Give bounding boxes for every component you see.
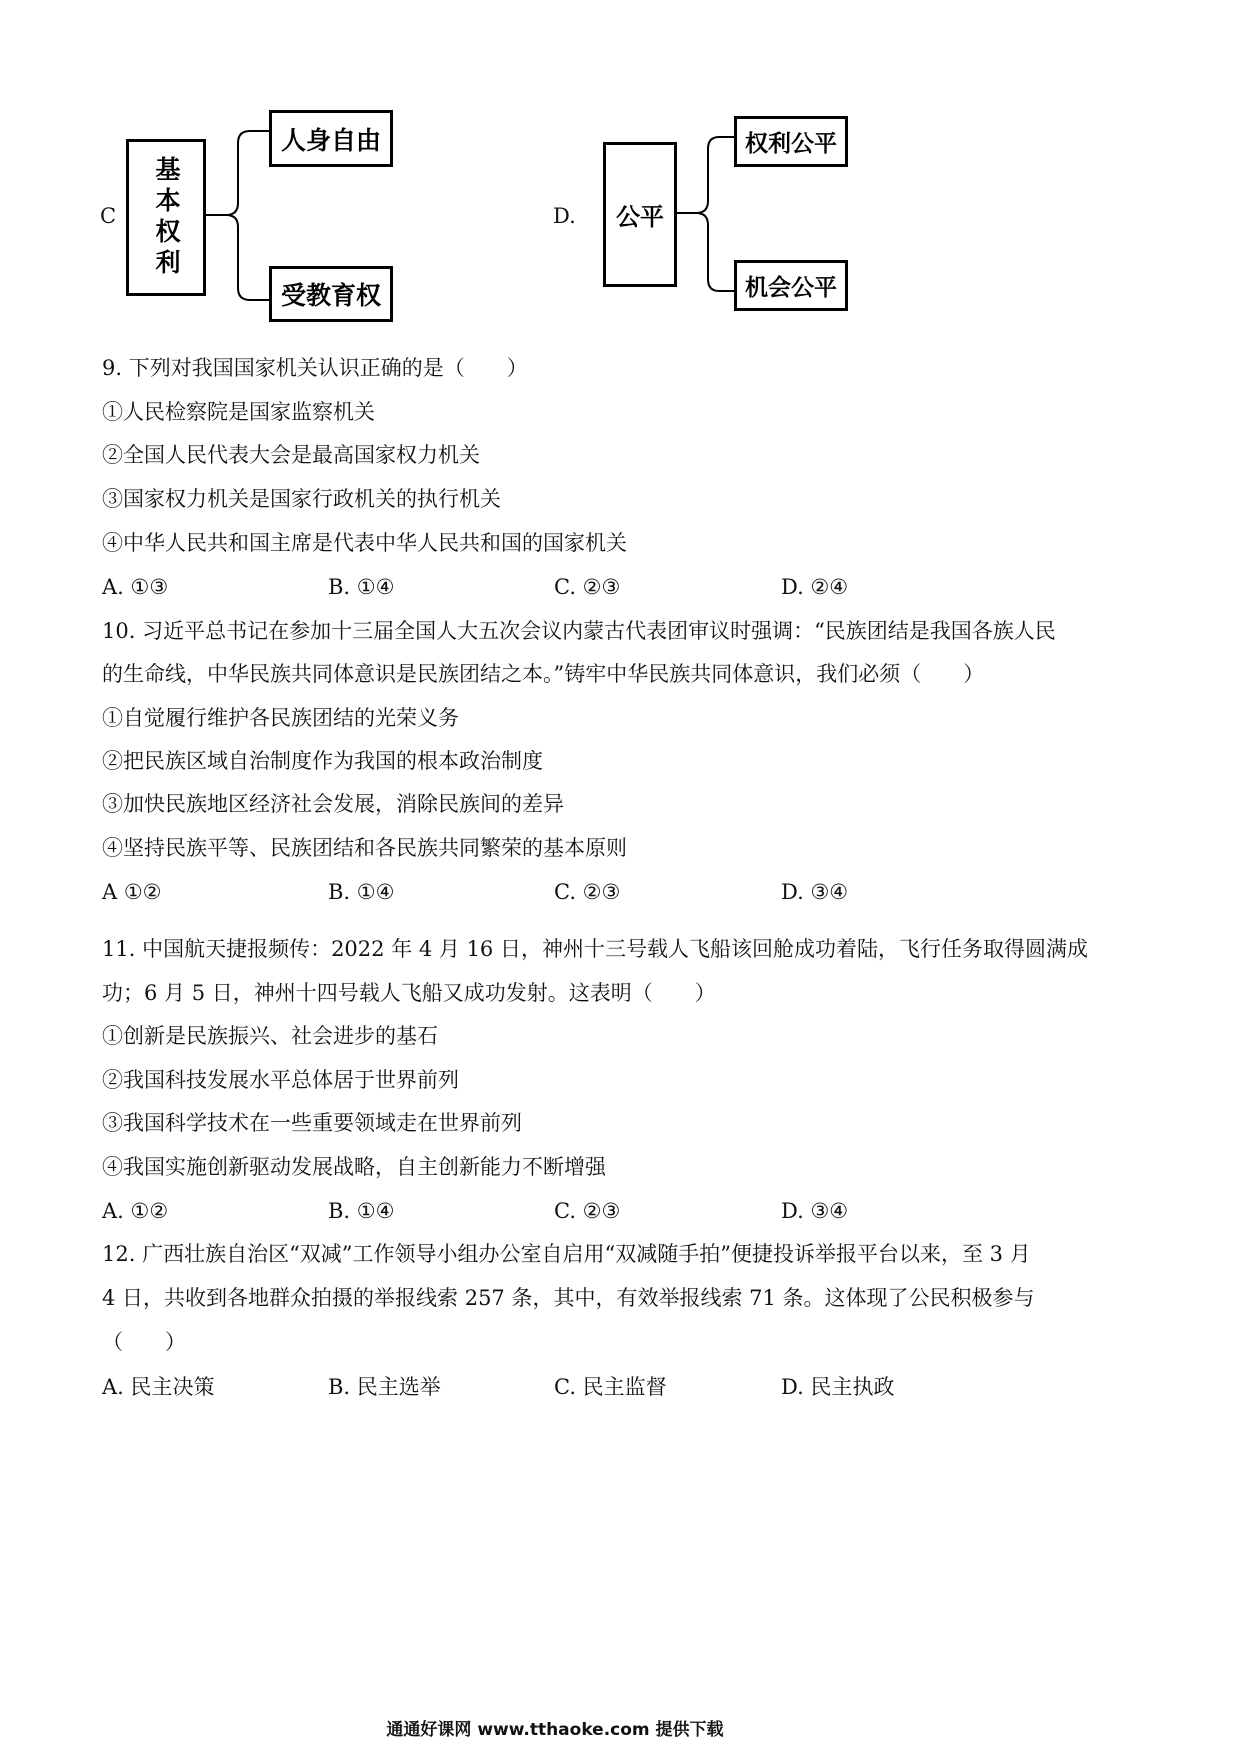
question-stem: 功；6 月 5 日，神州十四号载人飞船又成功发射。这表明（ ）: [102, 981, 716, 1005]
diagram-d-root: 公平: [603, 142, 677, 287]
option-label-d: D.: [553, 204, 576, 228]
statement: ④我国实施创新驱动发展战略，自主创新能力不断增强: [102, 1155, 606, 1179]
statement: ④中华人民共和国主席是代表中华人民共和国的国家机关: [102, 531, 627, 555]
diagram-d-child-1: 权利公平: [734, 116, 848, 167]
choice-c: C. ②③: [554, 1199, 621, 1223]
choice-d: D. 民主执政: [781, 1375, 895, 1399]
diagram-d-child-2: 机会公平: [734, 260, 848, 311]
statement: ①创新是民族振兴、社会进步的基石: [102, 1024, 438, 1048]
statement: ①自觉履行维护各民族团结的光荣义务: [102, 706, 459, 730]
choice-a: A. 民主决策: [102, 1375, 215, 1399]
choice-b: B. ①④: [328, 575, 395, 599]
statement: ①人民检察院是国家监察机关: [102, 400, 375, 424]
choice-d: D. ③④: [781, 1199, 849, 1223]
question-stem: 9. 下列对我国国家机关认识正确的是（ ）: [102, 356, 528, 380]
page-footer: 通通好课网 www.tthaoke.com 提供下载: [386, 1720, 724, 1740]
statement: ②我国科技发展水平总体居于世界前列: [102, 1068, 459, 1092]
diagram-c-child-2: 受教育权: [269, 266, 393, 322]
choice-c: C. 民主监督: [554, 1375, 667, 1399]
statement: ②全国人民代表大会是最高国家权力机关: [102, 443, 480, 467]
choice-d: D. ②④: [781, 575, 849, 599]
option-label-c: C: [100, 204, 117, 228]
brace-d: [677, 137, 734, 291]
question-stem: 的生命线，中华民族共同体意识是民族团结之本。”铸牢中华民族共同体意识，我们必须（ ）: [102, 662, 985, 686]
choice-c: C. ②③: [554, 880, 621, 904]
statement: ③加快民族地区经济社会发展，消除民族间的差异: [102, 792, 564, 816]
choice-a: A ①②: [102, 880, 162, 904]
question-stem: （ ）: [102, 1330, 186, 1354]
choice-a: A. ①②: [102, 1199, 169, 1223]
choice-c: C. ②③: [554, 575, 621, 599]
choice-d: D. ③④: [781, 880, 849, 904]
diagram-c-child-1: 人身自由: [269, 110, 393, 167]
statement: ③国家权力机关是国家行政机关的执行机关: [102, 487, 501, 511]
statement: ③我国科学技术在一些重要领域走在世界前列: [102, 1111, 522, 1135]
statement: ④坚持民族平等、民族团结和各民族共同繁荣的基本原则: [102, 836, 627, 860]
diagram-c-root: 基本权利: [126, 139, 206, 296]
question-stem: 4 日，共收到各地群众拍摄的举报线索 257 条，其中，有效举报线索 71 条。这体现了公民积极参与: [102, 1286, 1035, 1310]
choice-b: B. ①④: [328, 1199, 395, 1223]
question-stem: 11. 中国航天捷报频传：2022 年 4 月 16 日，神州十三号载人飞船该回舱成功着陆，飞行任务取得圆满成: [102, 937, 1088, 961]
choice-a: A. ①③: [102, 575, 169, 599]
question-stem: 12. 广西壮族自治区“双减”工作领导小组办公室自启用“双减随手拍”便捷投诉举报平台以来，至 3 月: [102, 1242, 1031, 1266]
diagram-braces: [0, 0, 1240, 400]
question-stem: 10. 习近平总书记在参加十三届全国人大五次会议内蒙古代表团审议时强调：“民族团结是我国各族人民: [102, 619, 1056, 643]
choice-b: B. ①④: [328, 880, 395, 904]
choice-b: B. 民主选举: [328, 1375, 441, 1399]
statement: ②把民族区域自治制度作为我国的根本政治制度: [102, 749, 543, 773]
brace-c: [206, 131, 269, 300]
